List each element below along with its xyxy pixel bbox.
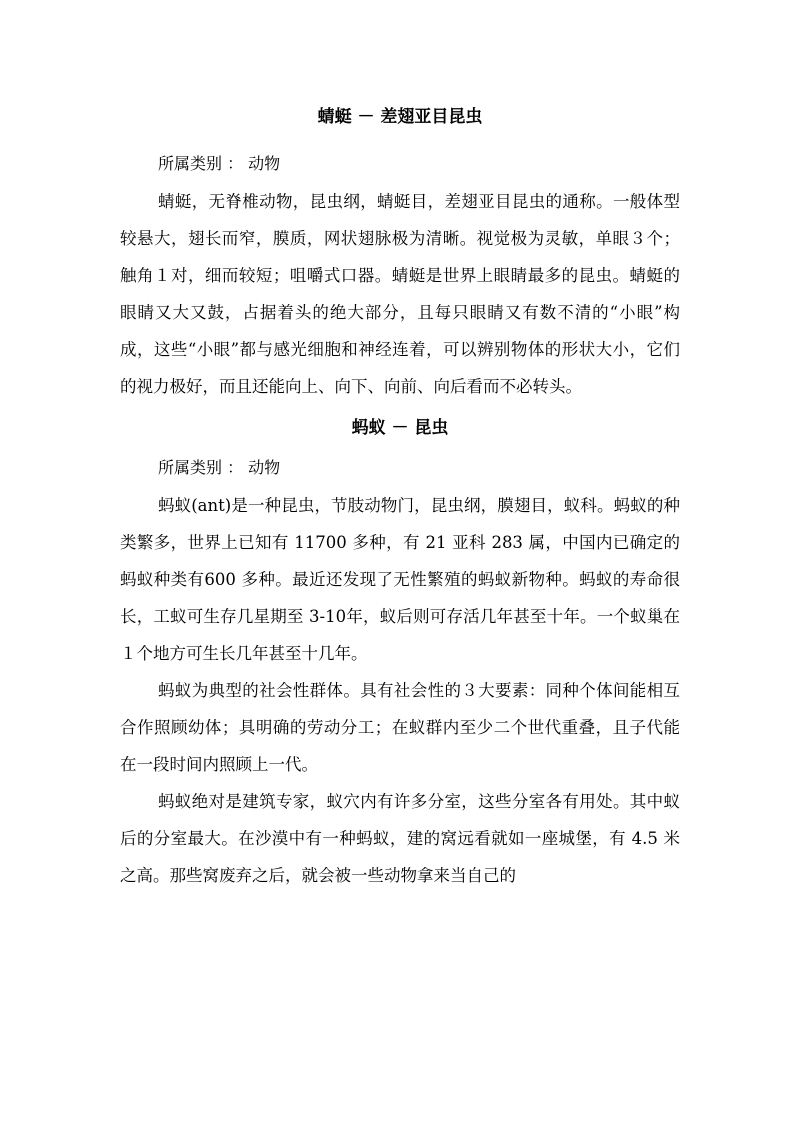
section-title-ant: 蚂蚁 － 昆虫 bbox=[351, 418, 449, 438]
category-line-ant: 所属类别 ： 动物 bbox=[158, 458, 281, 477]
paragraph-dragonfly-1: 蜻蜓，无脊椎动物，昆虫纲，蜻蜓目，差翅亚目昆虫的通称。一般体型较悬大，翅长而窄，膜质，网状翅脉极为清晰。视觉极为灵敏，单眼３个；触角１对，细而较短；咀嚼式口器。蜻蜓是世界上眼睛最多的昆虫。蜻蜓的眼睛又大又鼓，占据着头的绝大部分，且每只眼睛又有数不清的“小眼”构成，这些“小眼”都与感光细胞和神经连着，可以辨别物体的形状大小，它们的视力极好，而且还能向上、向下、向前、向后看而不必转头。 bbox=[120, 192, 680, 396]
category-line-dragonfly: 所属类别 ： 动物 bbox=[158, 154, 281, 173]
section-title-dragonfly: 蜻蜓 － 差翅亚目昆虫 bbox=[317, 107, 483, 127]
paragraph-ant-2: 蚂蚁为典型的社会性群体。具有社会性的３大要素：同种个体间能相互合作照顾幼体；具明确的劳动分工；在蚁群内至少二个世代重叠，且子代能在一段时间内照顾上一代。 bbox=[120, 681, 680, 774]
document-page bbox=[120, 100, 680, 894]
paragraph-ant-3: 蚂蚁绝对是建筑专家，蚁穴内有许多分室，这些分室各有用处。其中蚁后的分室最大。在沙漠中有一种蚂蚁，建的窝远看就如一座城堡，有 4.5 米之高。那些窝废弃之后，就会被一些动物拿来当自己的 bbox=[120, 792, 680, 885]
paragraph-ant-1: 蚂蚁(ant)是一种昆虫，节肢动物门，昆虫纲，膜翅目，蚁科。蚂蚁的种类繁多，世界上已知有 11700 多种，有 21 亚科 283 属，中国内已确定的蚂蚁种类有600 多种。最近还发现了无性繁殖的蚂蚁新物种。蚂蚁的寿命很长，工蚁可生存几星期至 3-10年，蚁后则可存活几年甚至十年。一个蚁巢在１个地方可生长几年甚至十几年。 bbox=[120, 496, 680, 663]
